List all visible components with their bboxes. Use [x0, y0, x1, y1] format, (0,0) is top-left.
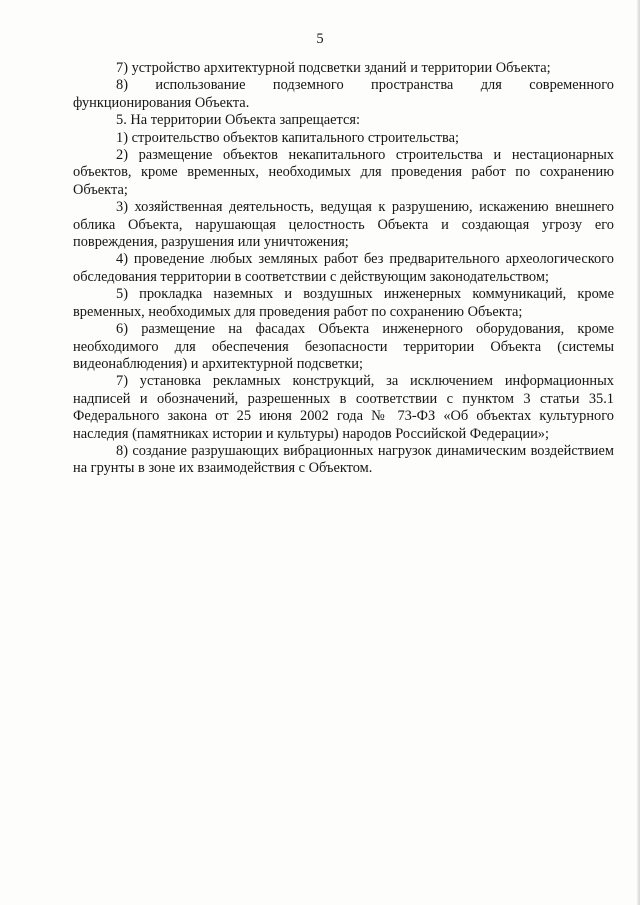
section-5-heading: 5. На территории Объекта запрещается: — [116, 112, 360, 129]
document-body — [73, 60, 614, 478]
paragraph-prohibited-7: 7) установка рекламных конструкций, за исключением информационных надписей и обозначений, разрешенных в соответствии с пунктом 3 статьи 35.1 Федерального закона от 25 июня 2002 года № 73-ФЗ «Об объектах культурного наследия (памятниках истории и культуры) народов Российской Федерации»; — [73, 373, 614, 442]
page-number: 5 — [316, 31, 324, 47]
paragraph-prohibited-2: 2) размещение объектов некапитального строительства и нестационарных объектов, кроме временных, необходимых для проведения работ по сохранению Объекта; — [73, 147, 614, 198]
paragraph-allowed-8: 8) использование подземного пространства для современного функционирования Объекта. — [73, 77, 614, 111]
paragraph-prohibited-3: 3) хозяйственная деятельность, ведущая к разрушению, искажению внешнего облика Объекта, нарушающая целостность Объекта и создающая угрозу его повреждения, разрушения или уничтожения; — [73, 199, 614, 251]
paragraph-prohibited-1: 1) строительство объектов капитального строительства; — [116, 129, 459, 146]
paragraph-prohibited-4: 4) проведение любых земляных работ без предварительного археологического обследования территории в соответствии с действующим законодательством; — [73, 251, 614, 285]
paragraph-prohibited-5: 5) прокладка наземных и воздушных инженерных коммуникаций, кроме временных, необходимых для проведения работ по сохранению Объекта; — [73, 286, 614, 320]
paragraph-allowed-7: 7) устройство архитектурной подсветки зданий и территории Объекта; — [116, 60, 551, 76]
paragraph-prohibited-6: 6) размещение на фасадах Объекта инженерного оборудования, кроме необходимого для обеспечения безопасности территории Объекта (системы видеонаблюдения) и архитектурной подсветки; — [73, 321, 614, 372]
paragraph-prohibited-8: 8) создание разрушающих вибрационных нагрузок динамическим воздействием на грунты в зоне их взаимодействия с Объектом. — [73, 442, 614, 477]
